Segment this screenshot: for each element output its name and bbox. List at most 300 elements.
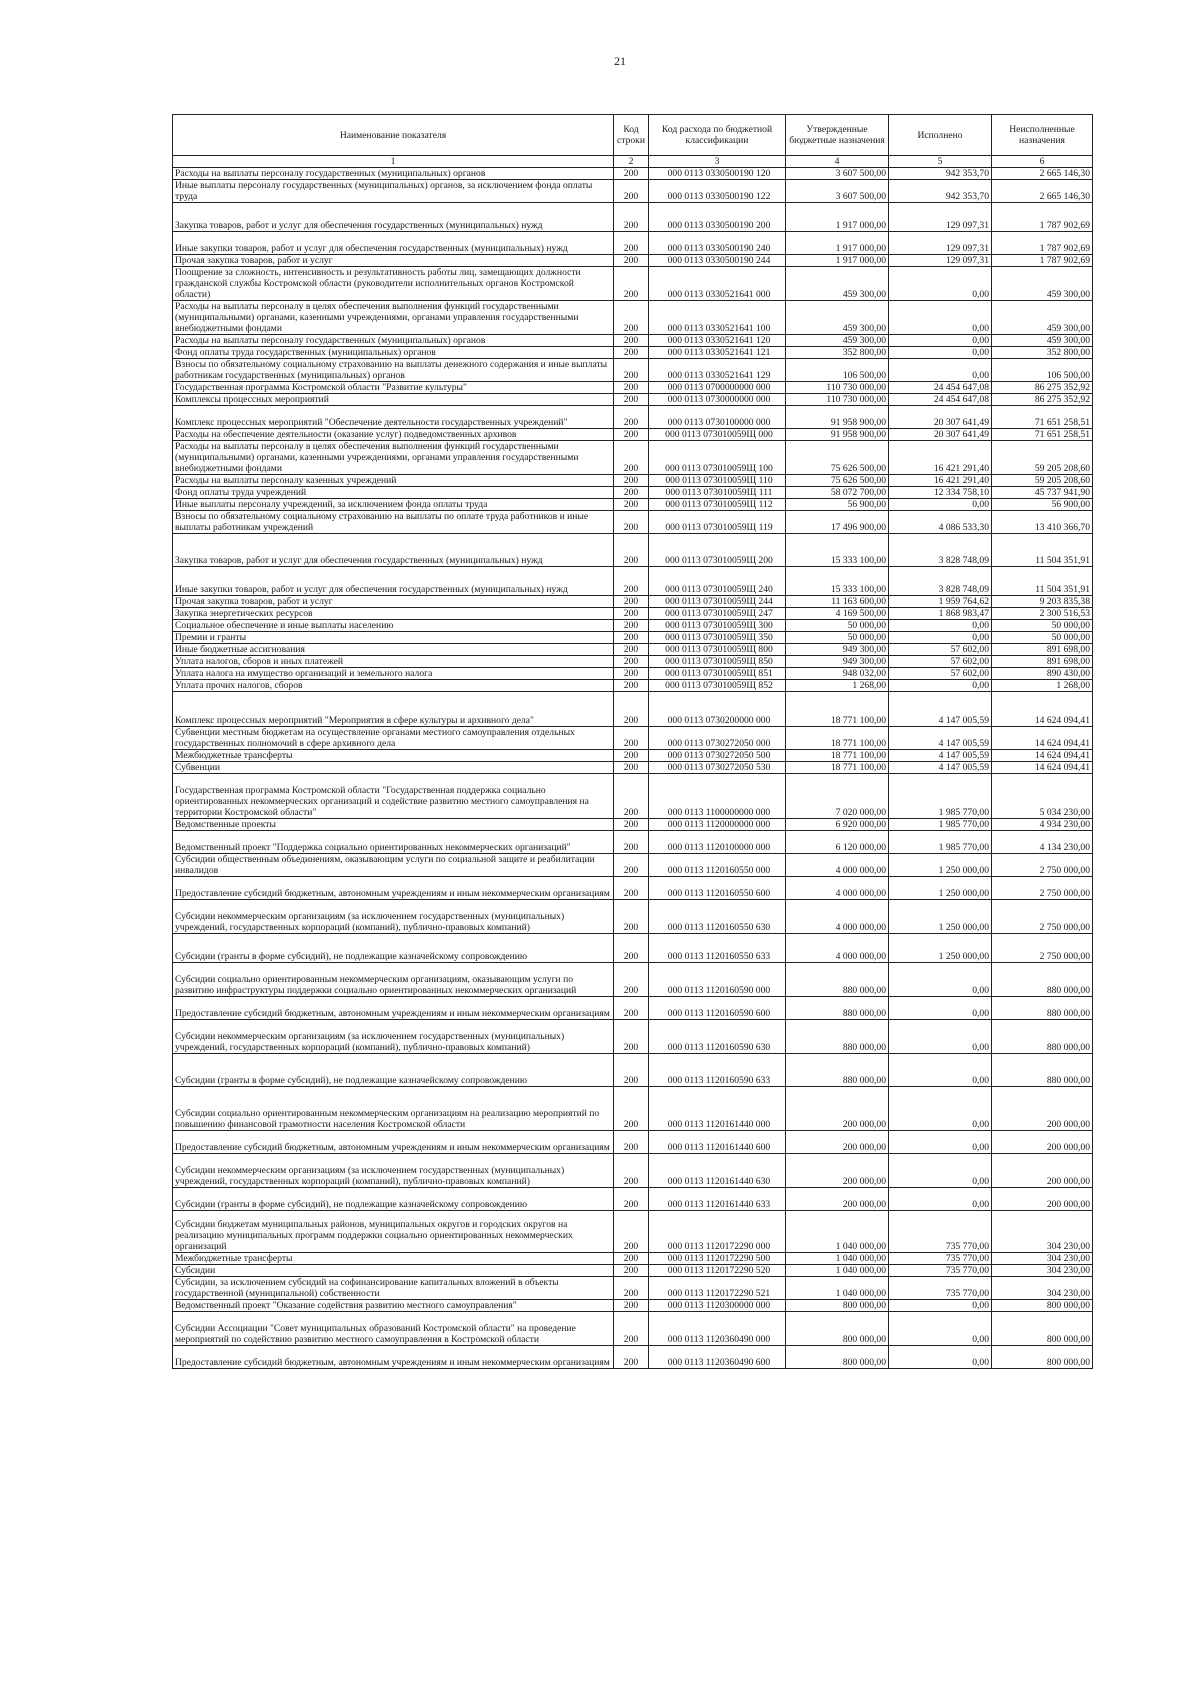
row-executed: 0,00	[889, 997, 992, 1020]
column-number: 2	[614, 156, 649, 168]
row-name: Межбюджетные трансферты	[173, 1253, 614, 1265]
row-budget-code: 000 0113 073010059Щ 300	[649, 620, 786, 632]
row-budget-code: 000 0113 073010059Щ 850	[649, 656, 786, 668]
row-unexecuted: 459 300,00	[992, 335, 1093, 347]
row-name: Субвенции местным бюджетам на осуществление органами местного самоуправления отдельных государственных полномочий в сфере архивного дела	[173, 727, 614, 750]
table-row	[173, 1054, 1093, 1087]
row-name: Расходы на выплаты персоналу государственных (муниципальных) органов	[173, 335, 614, 347]
table-row	[173, 255, 1093, 267]
row-line-code: 200	[614, 1087, 649, 1131]
row-name: Субсидии (гранты в форме субсидий), не подлежащие казначейскому сопровождению	[173, 1054, 614, 1087]
row-budget-code: 000 0113 073010059Щ 247	[649, 608, 786, 620]
row-approved: 75 626 500,00	[786, 475, 889, 487]
row-line-code: 200	[614, 963, 649, 997]
row-executed: 4 147 005,59	[889, 762, 992, 774]
row-name: Расходы на выплаты персоналу государственных (муниципальных) органов	[173, 168, 614, 180]
row-executed: 0,00	[889, 1154, 992, 1188]
row-unexecuted: 59 205 208,60	[992, 441, 1093, 475]
row-budget-code: 000 0113 0330500190 200	[649, 203, 786, 232]
row-unexecuted: 14 624 094,41	[992, 750, 1093, 762]
row-line-code: 200	[614, 499, 649, 511]
row-name: Субсидии бюджетам муниципальных районов, муниципальных округов и городских округов на реализацию муниципальных программ поддержки социально ориентированных некоммерческих организаций	[173, 1211, 614, 1253]
row-budget-code: 000 0113 0330521641 120	[649, 335, 786, 347]
row-unexecuted: 200 000,00	[992, 1131, 1093, 1154]
table-row	[173, 831, 1093, 854]
row-executed: 4 147 005,59	[889, 750, 992, 762]
table-row	[173, 441, 1093, 475]
row-approved: 1 917 000,00	[786, 232, 889, 255]
row-approved: 50 000,00	[786, 632, 889, 644]
row-name: Расходы на выплаты персоналу в целях обеспечения выполнения функций государственными (муниципальными) органами, казенными учреждениями, органами управления государственными внебюджетными фондами	[173, 441, 614, 475]
row-executed: 1 959 764,62	[889, 596, 992, 608]
row-approved: 949 300,00	[786, 656, 889, 668]
row-approved: 7 020 000,00	[786, 774, 889, 819]
row-approved: 110 730 000,00	[786, 382, 889, 394]
row-unexecuted: 5 034 230,00	[992, 774, 1093, 819]
row-name: Субсидии некоммерческим организациям (за исключением государственных (муниципальных) учреждений, государственных корпораций (компаний), публично-правовых компаний)	[173, 1020, 614, 1054]
column-number-row	[173, 156, 1093, 168]
row-approved: 880 000,00	[786, 1054, 889, 1087]
row-name: Расходы на выплаты персоналу казенных учреждений	[173, 475, 614, 487]
row-line-code: 200	[614, 854, 649, 877]
row-approved: 50 000,00	[786, 620, 889, 632]
table-row	[173, 900, 1093, 934]
column-number: 4	[786, 156, 889, 168]
row-approved: 56 900,00	[786, 499, 889, 511]
row-budget-code: 000 0113 1120300000 000	[649, 1300, 786, 1312]
table-row	[173, 1020, 1093, 1054]
table-row	[173, 727, 1093, 750]
row-executed: 0,00	[889, 1054, 992, 1087]
row-budget-code: 000 0113 1120160590 000	[649, 963, 786, 997]
table-row	[173, 692, 1093, 727]
column-number: 6	[992, 156, 1093, 168]
row-executed: 735 770,00	[889, 1253, 992, 1265]
row-budget-code: 000 0113 073010059Щ 244	[649, 596, 786, 608]
row-executed: 1 250 000,00	[889, 877, 992, 900]
row-unexecuted: 4 134 230,00	[992, 831, 1093, 854]
row-line-code: 200	[614, 347, 649, 359]
row-line-code: 200	[614, 1054, 649, 1087]
table-row	[173, 511, 1093, 534]
row-unexecuted: 891 698,00	[992, 644, 1093, 656]
row-line-code: 200	[614, 900, 649, 934]
row-line-code: 200	[614, 487, 649, 499]
row-budget-code: 000 0113 073010059Щ 851	[649, 668, 786, 680]
row-line-code: 200	[614, 475, 649, 487]
table-row	[173, 1131, 1093, 1154]
row-line-code: 200	[614, 359, 649, 382]
header-indicator-name: Наименование показателя	[173, 115, 614, 156]
row-budget-code: 000 0113 073010059Щ 200	[649, 534, 786, 567]
row-line-code: 200	[614, 168, 649, 180]
row-name: Закупка товаров, работ и услуг для обеспечения государственных (муниципальных) нужд	[173, 203, 614, 232]
row-name: Социальное обеспечение и иные выплаты населению	[173, 620, 614, 632]
row-name: Субсидии социально ориентированным некоммерческим организациям, оказывающим услуги по развитию инфраструктуры поддержки социально ориентированных некоммерческих организаций	[173, 963, 614, 997]
table-row	[173, 487, 1093, 499]
table-row	[173, 774, 1093, 819]
budget-execution-table	[172, 114, 1093, 1369]
row-approved: 800 000,00	[786, 1312, 889, 1346]
header-approved: Утвержденные бюджетные назначения	[786, 115, 889, 156]
row-approved: 18 771 100,00	[786, 762, 889, 774]
row-budget-code: 000 0113 1120160550 633	[649, 934, 786, 963]
row-executed: 16 421 291,40	[889, 475, 992, 487]
row-budget-code: 000 0113 1120172290 000	[649, 1211, 786, 1253]
row-line-code: 200	[614, 1253, 649, 1265]
row-name: Уплата прочих налогов, сборов	[173, 680, 614, 692]
row-executed: 0,00	[889, 359, 992, 382]
row-approved: 880 000,00	[786, 997, 889, 1020]
row-budget-code: 000 0113 1120161440 633	[649, 1188, 786, 1211]
row-unexecuted: 304 230,00	[992, 1277, 1093, 1300]
row-name: Уплата налога на имущество организаций и земельного налога	[173, 668, 614, 680]
row-approved: 15 333 100,00	[786, 567, 889, 596]
row-approved: 17 496 900,00	[786, 511, 889, 534]
row-unexecuted: 304 230,00	[992, 1253, 1093, 1265]
row-unexecuted: 14 624 094,41	[992, 762, 1093, 774]
table-row	[173, 750, 1093, 762]
row-budget-code: 000 0113 0330500190 120	[649, 168, 786, 180]
table-row	[173, 963, 1093, 997]
row-unexecuted: 56 900,00	[992, 499, 1093, 511]
row-line-code: 200	[614, 567, 649, 596]
row-executed: 1 250 000,00	[889, 854, 992, 877]
row-name: Предоставление субсидий бюджетным, автономным учреждениям и иным некоммерческим организациям	[173, 1131, 614, 1154]
header-unexecuted: Неисполненные назначения	[992, 115, 1093, 156]
row-approved: 4 169 500,00	[786, 608, 889, 620]
table-row	[173, 620, 1093, 632]
row-budget-code: 000 0113 1120160590 600	[649, 997, 786, 1020]
row-line-code: 200	[614, 335, 649, 347]
table-row	[173, 1265, 1093, 1277]
row-name: Субсидии Ассоциации "Совет муниципальных образований Костромской области" на проведение мероприятий по содействию развитию местного самоуправления в Костромской области	[173, 1312, 614, 1346]
row-line-code: 200	[614, 1312, 649, 1346]
row-line-code: 200	[614, 1265, 649, 1277]
table-row	[173, 567, 1093, 596]
row-name: Субсидии некоммерческим организациям (за исключением государственных (муниципальных) учреждений, государственных корпораций (компаний), публично-правовых компаний)	[173, 1154, 614, 1188]
row-line-code: 200	[614, 1131, 649, 1154]
row-budget-code: 000 0113 1120160550 600	[649, 877, 786, 900]
row-unexecuted: 1 787 902,69	[992, 255, 1093, 267]
row-budget-code: 000 0113 0330500190 240	[649, 232, 786, 255]
header-budget-classification-code: Код расхода по бюджетной классификации	[649, 115, 786, 156]
table-row	[173, 499, 1093, 511]
row-unexecuted: 2 750 000,00	[992, 934, 1093, 963]
row-approved: 58 072 700,00	[786, 487, 889, 499]
row-line-code: 200	[614, 1346, 649, 1369]
row-line-code: 200	[614, 668, 649, 680]
row-executed: 0,00	[889, 1131, 992, 1154]
row-unexecuted: 2 750 000,00	[992, 900, 1093, 934]
table-row	[173, 1253, 1093, 1265]
row-executed: 24 454 647,08	[889, 394, 992, 406]
row-unexecuted: 2 300 516,53	[992, 608, 1093, 620]
row-unexecuted: 2 750 000,00	[992, 877, 1093, 900]
row-name: Субсидии общественным объединениям, оказывающим услуги по социальной защите и реабилитации инвалидов	[173, 854, 614, 877]
row-approved: 200 000,00	[786, 1087, 889, 1131]
row-approved: 4 000 000,00	[786, 854, 889, 877]
row-budget-code: 000 0113 073010059Щ 100	[649, 441, 786, 475]
row-budget-code: 000 0113 1120161440 000	[649, 1087, 786, 1131]
table-row	[173, 854, 1093, 877]
row-budget-code: 000 0113 1120172290 500	[649, 1253, 786, 1265]
row-line-code: 200	[614, 877, 649, 900]
row-executed: 57 602,00	[889, 656, 992, 668]
row-name: Предоставление субсидий бюджетным, автономным учреждениям и иным некоммерческим организациям	[173, 1346, 614, 1369]
row-executed: 20 307 641,49	[889, 406, 992, 429]
table-row	[173, 232, 1093, 255]
row-name: Ведомственный проект "Оказание содействия развитию местного самоуправления"	[173, 1300, 614, 1312]
row-line-code: 200	[614, 1211, 649, 1253]
row-name: Премии и гранты	[173, 632, 614, 644]
row-budget-code: 000 0113 0730100000 000	[649, 406, 786, 429]
row-name: Фонд оплаты труда государственных (муниципальных) органов	[173, 347, 614, 359]
row-approved: 6 120 000,00	[786, 831, 889, 854]
row-budget-code: 000 0113 0330521641 000	[649, 267, 786, 301]
row-budget-code: 000 0113 1120360490 000	[649, 1312, 786, 1346]
row-unexecuted: 880 000,00	[992, 1054, 1093, 1087]
row-unexecuted: 1 787 902,69	[992, 203, 1093, 232]
row-line-code: 200	[614, 997, 649, 1020]
row-approved: 880 000,00	[786, 963, 889, 997]
row-line-code: 200	[614, 429, 649, 441]
row-name: Прочая закупка товаров, работ и услуг	[173, 255, 614, 267]
table-row	[173, 347, 1093, 359]
row-line-code: 200	[614, 203, 649, 232]
row-line-code: 200	[614, 680, 649, 692]
row-line-code: 200	[614, 1300, 649, 1312]
row-unexecuted: 106 500,00	[992, 359, 1093, 382]
table-row	[173, 534, 1093, 567]
table-row	[173, 335, 1093, 347]
row-name: Ведомственные проекты	[173, 819, 614, 831]
row-approved: 91 958 900,00	[786, 406, 889, 429]
row-unexecuted: 352 800,00	[992, 347, 1093, 359]
row-approved: 459 300,00	[786, 301, 889, 335]
table-row	[173, 1346, 1093, 1369]
row-line-code: 200	[614, 267, 649, 301]
row-line-code: 200	[614, 620, 649, 632]
row-budget-code: 000 0113 1120100000 000	[649, 831, 786, 854]
row-budget-code: 000 0113 073010059Щ 852	[649, 680, 786, 692]
row-executed: 4 147 005,59	[889, 692, 992, 727]
row-executed: 57 602,00	[889, 644, 992, 656]
row-line-code: 200	[614, 1188, 649, 1211]
row-approved: 3 607 500,00	[786, 180, 889, 203]
row-unexecuted: 45 737 941,90	[992, 487, 1093, 499]
row-executed: 0,00	[889, 1300, 992, 1312]
row-name: Поощрение за сложность, интенсивность и результативность работы лиц, замещающих должности гражданской службы Костромской области (руководители исполнительных органов Костромской области)	[173, 267, 614, 301]
row-budget-code: 000 0113 0730272050 500	[649, 750, 786, 762]
row-name: Иные выплаты персоналу учреждений, за исключением фонда оплаты труда	[173, 499, 614, 511]
row-executed: 1 250 000,00	[889, 900, 992, 934]
row-executed: 1 868 983,47	[889, 608, 992, 620]
row-executed: 735 770,00	[889, 1211, 992, 1253]
table-row	[173, 608, 1093, 620]
row-budget-code: 000 0113 0330500190 122	[649, 180, 786, 203]
row-line-code: 200	[614, 750, 649, 762]
table-row	[173, 475, 1093, 487]
row-name: Взносы по обязательному социальному страхованию на выплаты по оплате труда работников и иные выплаты работникам учреждений	[173, 511, 614, 534]
row-budget-code: 000 0113 0730272050 530	[649, 762, 786, 774]
row-line-code: 200	[614, 511, 649, 534]
row-line-code: 200	[614, 1154, 649, 1188]
table-body	[173, 168, 1093, 1369]
row-approved: 1 040 000,00	[786, 1253, 889, 1265]
row-budget-code: 000 0113 1120160590 633	[649, 1054, 786, 1087]
row-executed: 735 770,00	[889, 1265, 992, 1277]
row-budget-code: 000 0113 1120000000 000	[649, 819, 786, 831]
row-name: Субсидии (гранты в форме субсидий), не подлежащие казначейскому сопровождению	[173, 934, 614, 963]
row-unexecuted: 880 000,00	[992, 1020, 1093, 1054]
row-approved: 1 268,00	[786, 680, 889, 692]
table-row	[173, 656, 1093, 668]
row-executed: 0,00	[889, 1346, 992, 1369]
row-name: Уплата налогов, сборов и иных платежей	[173, 656, 614, 668]
row-approved: 4 000 000,00	[786, 877, 889, 900]
table-row	[173, 382, 1093, 394]
row-approved: 75 626 500,00	[786, 441, 889, 475]
table-row	[173, 762, 1093, 774]
row-line-code: 200	[614, 632, 649, 644]
table-row	[173, 596, 1093, 608]
column-number: 1	[173, 156, 614, 168]
row-unexecuted: 11 504 351,91	[992, 567, 1093, 596]
row-budget-code: 000 0113 0730000000 000	[649, 394, 786, 406]
row-executed: 0,00	[889, 267, 992, 301]
row-approved: 200 000,00	[786, 1188, 889, 1211]
header-executed: Исполнено	[889, 115, 992, 156]
row-line-code: 200	[614, 934, 649, 963]
row-unexecuted: 459 300,00	[992, 267, 1093, 301]
table-row	[173, 668, 1093, 680]
row-approved: 1 040 000,00	[786, 1277, 889, 1300]
row-unexecuted: 200 000,00	[992, 1188, 1093, 1211]
table-row	[173, 301, 1093, 335]
row-unexecuted: 14 624 094,41	[992, 727, 1093, 750]
row-name: Межбюджетные трансферты	[173, 750, 614, 762]
row-budget-code: 000 0113 0700000000 000	[649, 382, 786, 394]
row-executed: 129 097,31	[889, 232, 992, 255]
table-row	[173, 429, 1093, 441]
row-unexecuted: 86 275 352,92	[992, 382, 1093, 394]
row-budget-code: 000 0113 1120172290 521	[649, 1277, 786, 1300]
row-executed: 1 985 770,00	[889, 819, 992, 831]
row-approved: 18 771 100,00	[786, 727, 889, 750]
row-executed: 0,00	[889, 1087, 992, 1131]
row-unexecuted: 304 230,00	[992, 1265, 1093, 1277]
table-row	[173, 1312, 1093, 1346]
row-executed: 0,00	[889, 1312, 992, 1346]
row-approved: 91 958 900,00	[786, 429, 889, 441]
row-line-code: 200	[614, 232, 649, 255]
table-row	[173, 934, 1093, 963]
table-row	[173, 632, 1093, 644]
table-row	[173, 203, 1093, 232]
row-unexecuted: 13 410 366,70	[992, 511, 1093, 534]
row-name: Комплексы процессных мероприятий	[173, 394, 614, 406]
row-executed: 0,00	[889, 499, 992, 511]
row-unexecuted: 200 000,00	[992, 1087, 1093, 1131]
table-row	[173, 1211, 1093, 1253]
row-unexecuted: 9 203 835,38	[992, 596, 1093, 608]
row-line-code: 200	[614, 762, 649, 774]
row-name: Фонд оплаты труда учреждений	[173, 487, 614, 499]
table-row	[173, 267, 1093, 301]
row-unexecuted: 1 268,00	[992, 680, 1093, 692]
row-unexecuted: 800 000,00	[992, 1346, 1093, 1369]
row-line-code: 200	[614, 831, 649, 854]
row-unexecuted: 2 750 000,00	[992, 854, 1093, 877]
row-name: Субсидии	[173, 1265, 614, 1277]
row-unexecuted: 50 000,00	[992, 620, 1093, 632]
row-budget-code: 000 0113 073010059Щ 240	[649, 567, 786, 596]
row-name: Субвенции	[173, 762, 614, 774]
row-executed: 735 770,00	[889, 1277, 992, 1300]
table-row	[173, 180, 1093, 203]
row-name: Субсидии (гранты в форме субсидий), не подлежащие казначейскому сопровождению	[173, 1188, 614, 1211]
row-line-code: 200	[614, 819, 649, 831]
column-number: 3	[649, 156, 786, 168]
row-approved: 948 032,00	[786, 668, 889, 680]
row-executed: 0,00	[889, 963, 992, 997]
row-name: Взносы по обязательному социальному страхованию на выплаты денежного содержания и иные выплаты работникам государственных (муниципальных) органов	[173, 359, 614, 382]
row-name: Государственная программа Костромской области "Государственная поддержка социально ориентированных некоммерческих организаций и содействие развитию местного самоуправления на территории Костромской области"	[173, 774, 614, 819]
row-line-code: 200	[614, 656, 649, 668]
table-row	[173, 680, 1093, 692]
row-unexecuted: 71 651 258,51	[992, 406, 1093, 429]
row-unexecuted: 4 934 230,00	[992, 819, 1093, 831]
row-name: Расходы на выплаты персоналу в целях обеспечения выполнения функций государственными (муниципальными) органами, казенными учреждениями, органами управления государственными внебюджетными фондами	[173, 301, 614, 335]
row-approved: 11 163 600,00	[786, 596, 889, 608]
row-name: Иные выплаты персоналу государственных (муниципальных) органов, за исключением фонда оплаты труда	[173, 180, 614, 203]
row-executed: 24 454 647,08	[889, 382, 992, 394]
row-line-code: 200	[614, 441, 649, 475]
table-row	[173, 997, 1093, 1020]
row-unexecuted: 2 665 146,30	[992, 168, 1093, 180]
row-unexecuted: 890 430,00	[992, 668, 1093, 680]
row-executed: 1 985 770,00	[889, 831, 992, 854]
row-name: Комплекс процессных мероприятий "Мероприятия в сфере культуры и архивного дела"	[173, 692, 614, 727]
row-approved: 200 000,00	[786, 1154, 889, 1188]
header-line-code: Код строки	[614, 115, 649, 156]
row-name: Иные закупки товаров, работ и услуг для обеспечения государственных (муниципальных) нужд	[173, 232, 614, 255]
row-approved: 352 800,00	[786, 347, 889, 359]
row-unexecuted: 11 504 351,91	[992, 534, 1093, 567]
row-budget-code: 000 0113 0330521641 100	[649, 301, 786, 335]
row-approved: 3 607 500,00	[786, 168, 889, 180]
row-budget-code: 000 0113 0330521641 121	[649, 347, 786, 359]
row-unexecuted: 71 651 258,51	[992, 429, 1093, 441]
table-row	[173, 394, 1093, 406]
row-line-code: 200	[614, 692, 649, 727]
header-row	[173, 115, 1093, 156]
row-executed: 3 828 748,09	[889, 534, 992, 567]
row-budget-code: 000 0113 073010059Щ 350	[649, 632, 786, 644]
row-budget-code: 000 0113 073010059Щ 110	[649, 475, 786, 487]
row-line-code: 200	[614, 644, 649, 656]
table-row	[173, 168, 1093, 180]
row-line-code: 200	[614, 301, 649, 335]
row-executed: 942 353,70	[889, 168, 992, 180]
row-unexecuted: 86 275 352,92	[992, 394, 1093, 406]
row-line-code: 200	[614, 406, 649, 429]
row-executed: 4 147 005,59	[889, 727, 992, 750]
page-number: 21	[614, 54, 626, 68]
row-name: Субсидии, за исключением субсидий на софинансирование капитальных вложений в объекты государственной (муниципальной) собственности	[173, 1277, 614, 1300]
row-line-code: 200	[614, 394, 649, 406]
